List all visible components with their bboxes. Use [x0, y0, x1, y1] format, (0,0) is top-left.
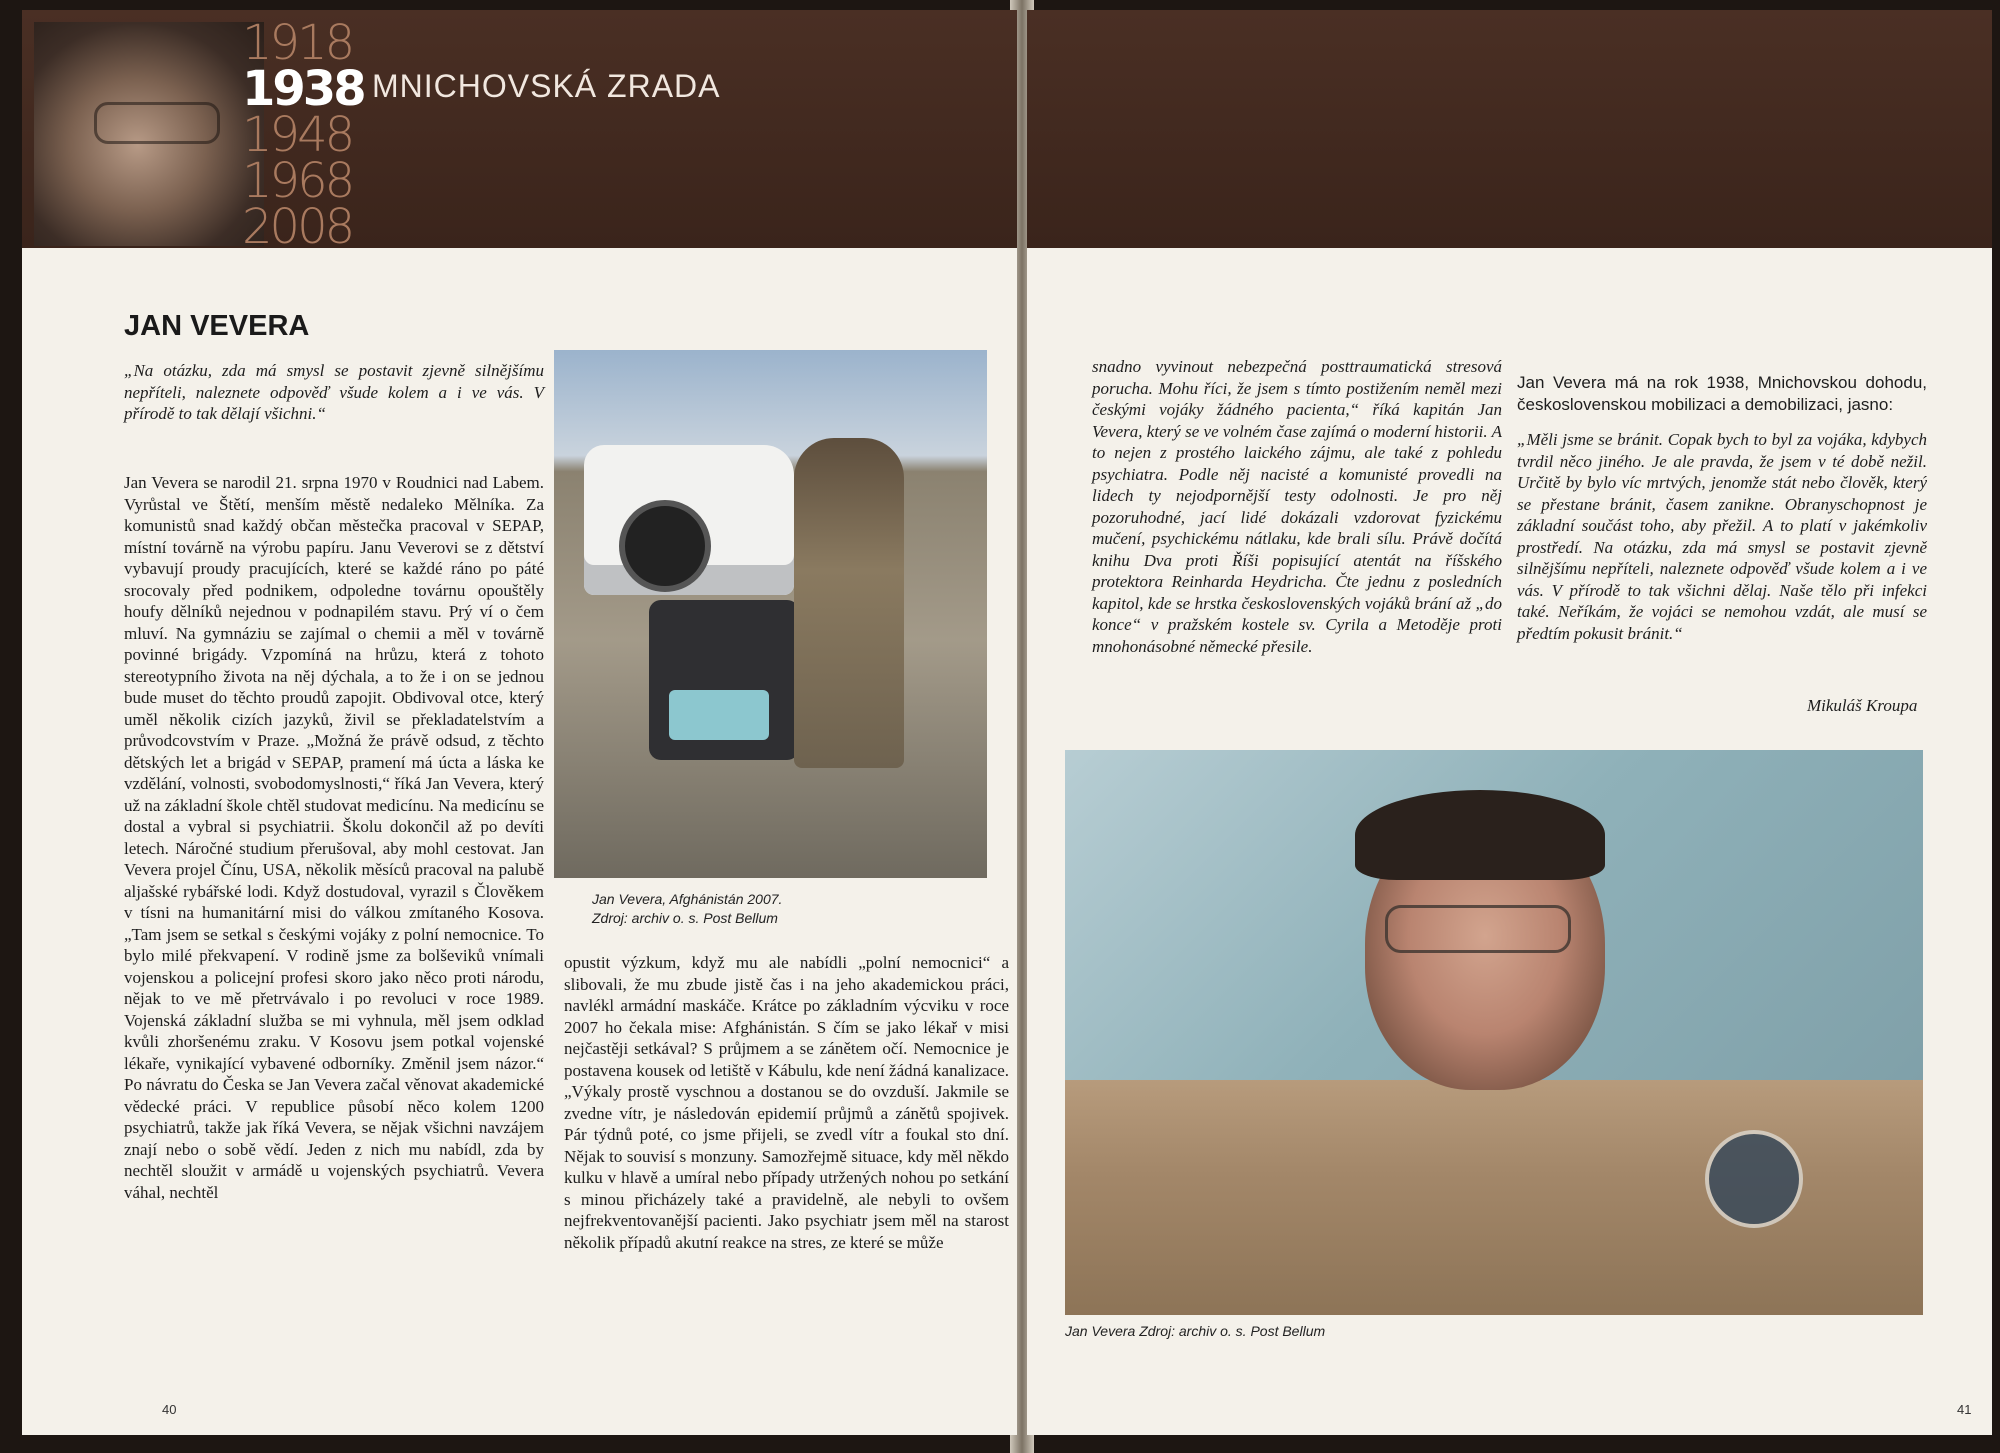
quote-intro: Jan Vevera má na rok 1938, Mnichovskou dohodu, československou mobilizaci a demobilizaci, jasno: [1517, 373, 1927, 414]
portrait-photo [1065, 750, 1923, 1315]
year-active: 1938 [242, 61, 364, 117]
afghanistan-photo-caption [592, 890, 972, 928]
right-header-band [1027, 10, 1992, 248]
page-number-right: 41 [1957, 1402, 1972, 1417]
author-signature: Mikuláš Kroupa [1807, 696, 1918, 715]
year-stack [242, 15, 382, 255]
spare-wheel-shape [619, 500, 711, 592]
page-number-left: 40 [162, 1402, 177, 1417]
left-page [22, 10, 1017, 1435]
page-title: JAN VEVERA [124, 310, 310, 342]
wheelchair-seat [669, 690, 769, 740]
chapter-header-band [22, 10, 1017, 255]
lede-quote: „Na otázku, zda má smysl se postavit zjevně silnějšímu nepříteli, naleznete odpověď všude kolem a i ve vás. V přírodě to tak dělají všichni.“ [124, 361, 544, 423]
right-column-text: snadno vyvinout nebezpečná posttraumatická stresová porucha. Mohu říci, že jsem s tímto postižením neměl mezi českými vojáky žádného pacienta,“ říká kapitán Jan Vevera, který se ve volném čase zajímá o moderní historii. A to nejen z prostého laického zájmu, ale také z pohledu psychiatra. Podle něj nacisté a komunisté provedli na lidech ty nejodpornější testy odolnosti. Je pro něj pozoruhodné, jací lidé dokázali vzdorovat fyzickému mučení, psychickému nátlaku, kde brali sílu. Právě dočítá knihu Dva proti Říši popisující atentát na říšského protektora Reinharda Heydricha. Čte jednu z posledních kapitol, kde se hrstka československých vojáků brání až „do konce“ v pražském kostele sv. Cyrila a Metoděje proti mnohonásobné německé přesile. [1092, 357, 1502, 656]
glasses-shape [94, 102, 220, 144]
hair-shape [1355, 790, 1605, 880]
uniform-patch-shape [1705, 1130, 1803, 1228]
caption-line-1: Jan Vevera, Afghánistán 2007. [592, 891, 783, 907]
author-portrait-thumbnail [34, 22, 264, 246]
afghanistan-photo [554, 350, 987, 878]
portrait-photo-caption: Jan Vevera Zdroj: archiv o. s. Post Bellum [1065, 1323, 1326, 1339]
quote-text: „Měli jsme se bránit. Copak bych to byl za vojáka, kdybych tvrdil něco jiného. Je ale pravda, že jsem v té době nežil. Určitě by bylo víc mrtvých, jenomže stát nebo člověk, který se přestane bránit, časem zanikne. Obranyschopnost je základní součást toho, aby přežil. A to platí v jakémkoliv prostředí. Na otázku, zda má smysl se postavit zjevně silnějšímu nepříteli, naleznete odpověď všude kolem a i ve vás. V přírodě to tak všichni dělaj. Naše tělo při infekci také. Neříkám, že vojáci se nemohou vzdát, ale musí se předtím pokusit bránit.“ [1517, 430, 1927, 643]
glasses-shape [1385, 905, 1571, 953]
caption-line-2: Zdroj: archiv o. s. Post Bellum [592, 910, 778, 926]
lower-column-text: opustit výzkum, když mu ale nabídli „polní nemocnici“ a slibovali, že mu zbude jistě čas i na jeho akademickou práci, navlékl armádní maskáče. Krátce po základním výcviku v roce 2007 ho čekala mise: Afghánistán. S čím se jako lékař v misi nejčastěji setkával? S průjmem a se zánětem očí. Nemocnice je postavena kousek od letiště v Kábulu, kde není žádná kanalizace. „Výkaly prostě vyschnou a dostanou se do ovzduší. Jakmile se zvedne vítr, je následován epidemií průjmů a zánětů spojivek. Pár týdnů poté, co jsme přijeli, se zvedl vítr a foukal sto dní. Nějak to souvisí s monzuny. Samozřejmě situace, kdy měl někdo kulku v hlavě a umíral nebo případy utržených nohou po setkání s minou přicházely také a pravidelně, ale nebyli to ovšem nejfrekventovanější pacienti. Jako psychiatr jsem měl na starost několik případů akutní reakce na stres, ze které se může [564, 953, 1009, 1252]
chapter-title: MNICHOVSKÁ ZRADA [372, 68, 721, 104]
year-2008: 2008 [242, 199, 353, 255]
quote-column [1517, 372, 1927, 644]
right-page [1027, 10, 1992, 1435]
year-1918: 1918 [242, 15, 353, 71]
year-1948: 1948 [242, 107, 353, 163]
year-1968: 1968 [242, 153, 353, 209]
soldier-shape [794, 438, 904, 768]
wheelchair-shape [649, 600, 799, 760]
main-column-text: Jan Vevera se narodil 21. srpna 1970 v Roudnici nad Labem. Vyrůstal ve Štětí, menším městě nedaleko Mělníka. Za komunistů snad každý občan městečka pracoval v SEPAP, místní továrně na výrobu papíru. Janu Veverovi se z dětství vybavují proudy pracujících, které se každé ráno po páté srocovaly před podnikem, odpoledne továrnu opouštěly houfy dělníků nejednou v podnapilém stavu. Prý ví o čem mluví. Na gymnáziu se zajímal o chemii a měl v továrně povinné brigády. Vzpomíná na hrůzu, která z tohoto stereotypního života na něj dýchala, a to že i on se jednou bude muset do těchto proudů zapojit. Obdivoval otce, který uměl několik cizích jazyků, živil se překladatelstvím a průvodcovstvím v Praze. „Možná že právě odsud, z těchto dětských let a brigád v SEPAP, pramení má úcta a láska ke vzdělání, volnosti, svobodomyslnosti,“ říká Jan Vevera, který už na základní škole chtěl studovat medicínu. Na medicínu se dostal a vybral si psychiatrii. Školu dokončil až po devíti letech. Náročné studium přerušoval, aby mohl cestovat. Jan Vevera projel Čínu, USA, několik měsíců pracoval na palubě aljašské rybářské lodi. Když dostudoval, vyrazil s Člověkem v tísni na humanitární misi do válkou zmítaného Kosova. „Tam jsem se setkal s českými vojáky z polní nemocnice. To bylo milé překvapení. V rodině jsme za bolševiků vnímali vojenskou a policejní profesi skoro jako něco proti národu, nějak to ve mě přetrvávalo i po revoluci v roce 1989. Vojenská základní služba se mi vyhnula, měl jsem odklad kvůli zhoršenému zraku. V Kosovu jsem potkal vojenské lékaře, vynikající vybavené odborníky. Změnil jsem názor.“ Po návratu do Česka se Jan Vevera začal věnovat akademické vědecké práci. V republice působí něco kolem 1200 psychiatrů, takže jak říká Vevera, se nějak všichni navzájem znají nebo o sobě vědí. Jeden z nich mu nabídl, zda by nechtěl sloužit v armádě u vojenských psychiatrů. Vevera váhal, nechtěl [124, 473, 544, 1202]
